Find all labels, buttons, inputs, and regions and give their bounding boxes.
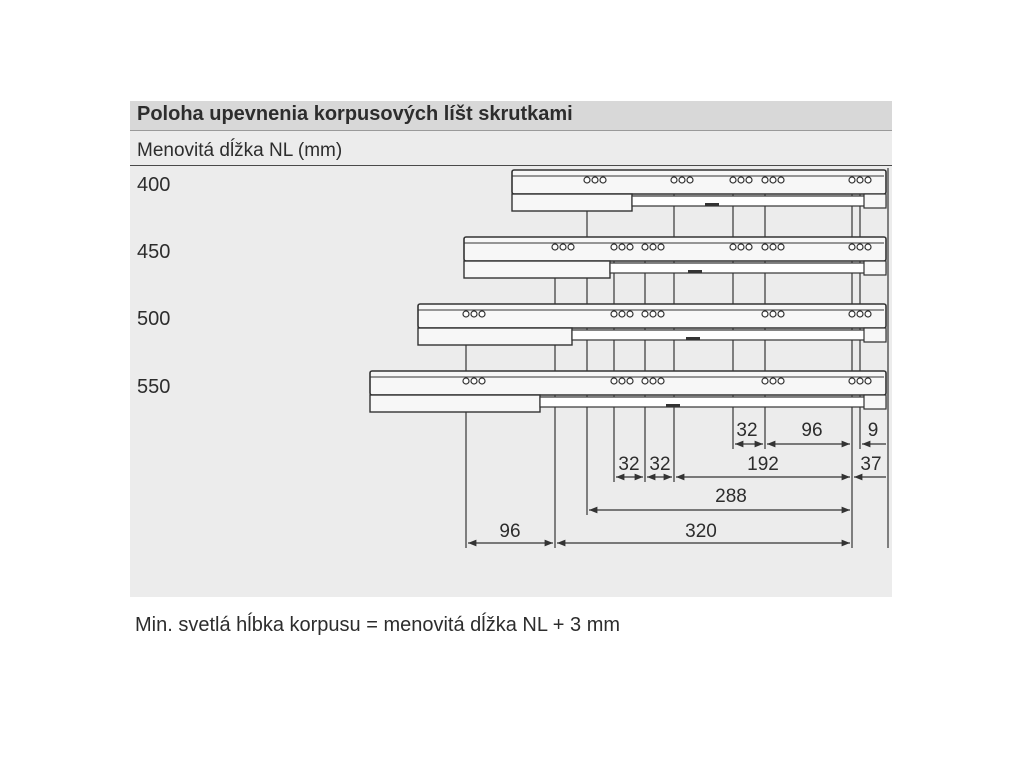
dim-96-a: 96 bbox=[801, 420, 823, 441]
rail-label-400: 400 bbox=[137, 174, 171, 196]
nominal-length-heading: Menovitá dĺžka NL (mm) bbox=[137, 140, 343, 161]
rail-500 bbox=[418, 304, 886, 345]
dim-320: 320 bbox=[685, 521, 717, 542]
dim-32-c: 32 bbox=[649, 454, 671, 475]
rail-label-550: 550 bbox=[137, 376, 171, 398]
rail-label-450: 450 bbox=[137, 241, 171, 263]
dim-32-b: 32 bbox=[618, 454, 640, 475]
rail-label-500: 500 bbox=[137, 308, 171, 330]
footnote: Min. svetlá hĺbka korpusu = menovitá dĺžka NL + 3 mm bbox=[135, 614, 621, 636]
dim-32-a: 32 bbox=[736, 420, 758, 441]
dim-9: 9 bbox=[867, 420, 879, 441]
dim-37: 37 bbox=[860, 454, 882, 475]
rail-450 bbox=[464, 237, 886, 278]
rail-550 bbox=[370, 371, 886, 412]
diagram-title: Poloha upevnenia korpusových líšt skrutkami bbox=[137, 103, 573, 125]
dim-192: 192 bbox=[747, 454, 779, 475]
rail-400 bbox=[512, 170, 886, 211]
dim-288: 288 bbox=[715, 486, 747, 507]
alignment-lines bbox=[466, 168, 888, 548]
dim-96-b: 96 bbox=[499, 521, 521, 542]
